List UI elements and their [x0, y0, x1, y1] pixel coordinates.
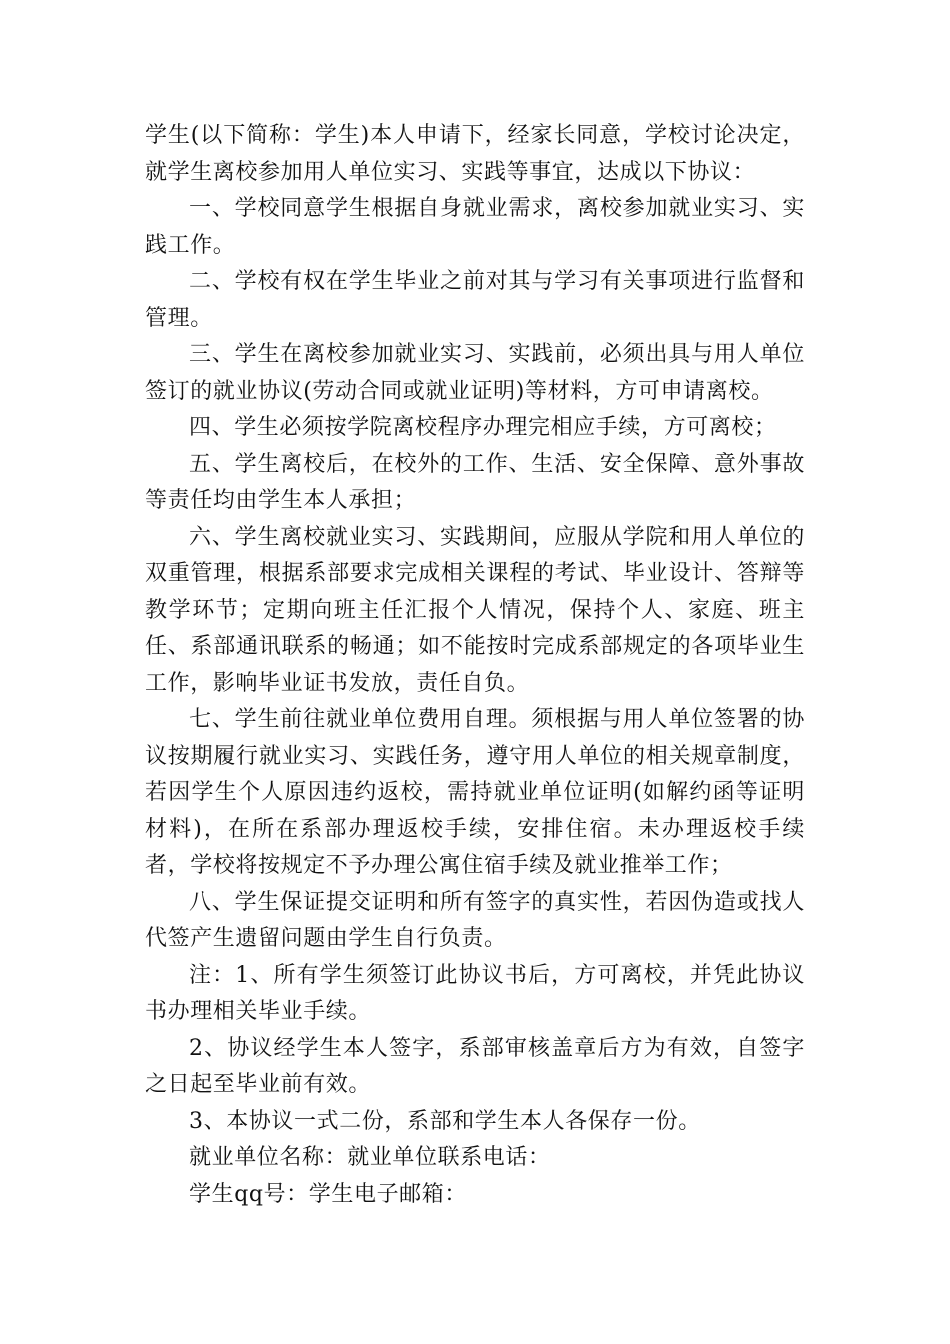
clause-4: 四、学生必须按学院离校程序办理完相应手续，方可离校； — [189, 415, 777, 440]
agreement-body — [145, 118, 805, 1213]
note-2: 2、协议经学生本人签字，系部审核盖章后方为有效，自签字之日起至毕业前有效。 — [145, 1035, 805, 1097]
clause-6: 六、学生离校就业实习、实践期间，应服从学院和用人单位的双重管理，根据系部要求完成相关课程的考试、毕业设计、答辩等教学环节；定期向班主任汇报个人情况，保持个人、家庭、班主任、系部通讯联系的畅通；如不能按时完成系部规定的各项毕业生工作，影响毕业证书发放，责任自负。 — [145, 524, 805, 696]
clause-5: 五、学生离校后，在校外的工作、生活、安全保障、意外事故等责任均由学生本人承担； — [145, 451, 805, 513]
note-1: 注：1、所有学生须签订此协议书后，方可离校，并凭此协议书办理相关毕业手续。 — [145, 962, 805, 1024]
student-contact-line: 学生qq号：学生电子邮箱： — [189, 1181, 467, 1207]
clause-2: 二、学校有权在学生毕业之前对其与学习有关事项进行监督和管理。 — [145, 269, 805, 331]
clause-7: 七、学生前往就业单位费用自理。须根据与用人单位签署的协议按期履行就业实习、实践任务，遵守用人单位的相关规章制度，若因学生个人原因违约返校，需持就业单位证明(如解约函等证明材料)，在所在系部办理返校手续，安排住宿。未办理返校手续者，学校将按规定不予办理公寓住宿手续及就业推举工作； — [145, 707, 805, 878]
intro-paragraph: 学生(以下简称：学生)本人申请下，经家长同意，学校讨论决定，就学生离校参加用人单位实习、实践等事宜，达成以下协议： — [145, 123, 805, 185]
employer-info-line: 就业单位名称：就业单位联系电话： — [189, 1145, 551, 1170]
clause-1: 一、学校同意学生根据自身就业需求，离校参加就业实习、实践工作。 — [145, 196, 805, 258]
clause-8: 八、学生保证提交证明和所有签字的真实性，若因伪造或找人代签产生遗留问题由学生自行负责。 — [145, 889, 805, 951]
clause-3: 三、学生在离校参加就业实习、实践前，必须出具与用人单位签订的就业协议(劳动合同或就业证明)等材料，方可申请离校。 — [145, 342, 805, 404]
note-3: 3、本协议一式二份，系部和学生本人各保存一份。 — [189, 1108, 701, 1134]
